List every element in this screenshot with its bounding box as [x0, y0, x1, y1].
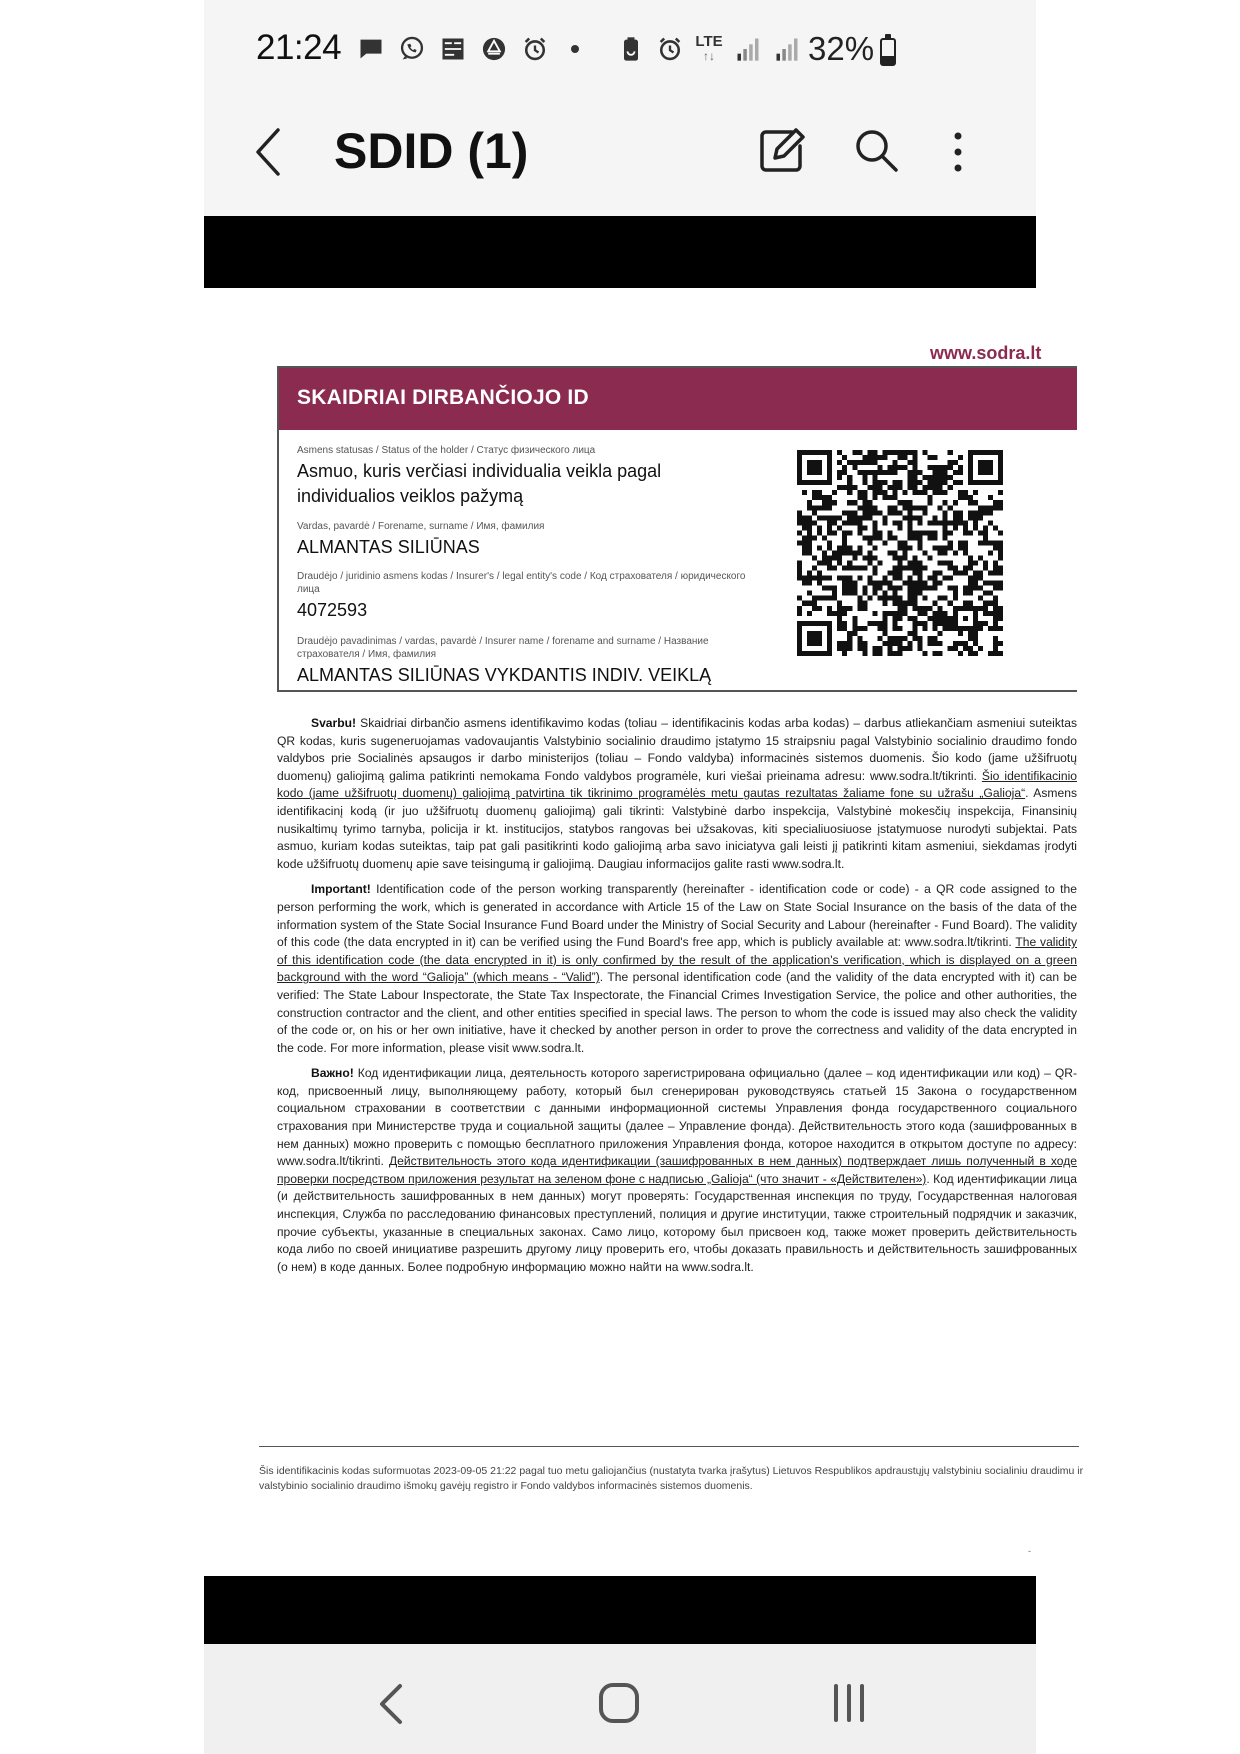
edit-icon — [756, 124, 808, 176]
navigation-bar — [204, 1644, 1036, 1754]
field-label: Draudėjo pavadinimas / vardas, pavardė / Insurer name / forename and surname / Название страхователя / Имя, фамилия — [297, 636, 709, 660]
more-vert-icon — [948, 128, 968, 176]
battery-level — [882, 56, 894, 64]
pdf-page[interactable] — [204, 288, 1084, 1576]
field-value: 4072593 — [297, 600, 368, 620]
field-insurer-name — [297, 635, 747, 688]
id-card — [277, 366, 1077, 692]
nav-home-icon — [598, 1682, 640, 1724]
edit-button[interactable] — [756, 124, 808, 176]
app-bar — [204, 100, 1036, 216]
more-options-button[interactable] — [948, 128, 968, 176]
phone-screen — [204, 0, 1084, 1754]
message-icon — [356, 34, 386, 64]
viewer-bottom-band — [204, 1576, 1036, 1644]
news-icon — [438, 34, 468, 64]
qr-code — [797, 450, 1003, 656]
nav-home-button[interactable] — [598, 1682, 640, 1724]
notice-paragraph-lt: Svarbu! Skaidriai dirbančio asmens identifikavimo kodas (toliau – identifikacinis kodas arba kodas) – darbus atliekančiam asmeniui suteiktas QR kodas, kuris sugeneruojamas vadovaujantis Valstybinio socialinio draudimo įstatymo 15 straipsniu pagal Valstybinio socialinio draudimo fondo valdybos prie Socialinės apsaugos ir darbo ministerijos (toliau – Fondo valdyba) informacinės sistemos duomenis. Šio kodo (jame užšifruotų duomenų) galiojimą galima patikrinti nemokama Fondo valdybos programėle, kuri viešai prieinama adresu: www.sodra.lt/tikrinti. Šio identifikacinio kodo (jame užšifruotų duomenų) galiojimą patvirtina tik tikrinimo programėlės metu gautas rezultatas žaliame fone su užrašu „Galioja“. Asmens identifikacinį kodą (ir juo užšifruotų duomenų galiojimą) gali tikrinti: Valstybinė darbo inspekcija, Valstybinė mokesčių inspekcija, Finansinių nusikaltimų tyrimo tarnyba, policija ir kt. institucijos, statybos rangovas bei užsakovas, kiti specialiuosiuose įstatymuose nurodyti subjektai. Pats asmuo, kuriam kodas suteiktas, taip pat gali pasitikrinti kodo galiojimą arba savo iniciatyva gali leisti jį patikrinti kitam asmeniui, siekdamas įrodyti kode užšifruotų duomenų apie save teisingumą ir galiojimą. Daugiau informacijos galite rasti www.sodra.lt. — [277, 716, 1077, 871]
battery-percent: 32% — [808, 30, 875, 67]
field-value: Asmuo, kuris verčiasi individualia veikla pagal individualios veiklos pažymą — [297, 461, 662, 506]
alarm-icon — [655, 34, 685, 64]
status-time: 21:24 — [256, 28, 342, 67]
battery-saver-icon — [616, 34, 646, 64]
signal-icon — [772, 34, 802, 64]
back-button[interactable] — [246, 124, 294, 180]
nav-recents-button[interactable] — [830, 1682, 868, 1724]
nav-back-icon — [372, 1680, 412, 1728]
field-value: ALMANTAS SILIŪNAS — [297, 537, 480, 557]
battery-icon — [880, 38, 896, 66]
viewer-top-band — [204, 216, 1036, 288]
nav-recents-icon — [830, 1682, 868, 1724]
footer-note: Šis identifikacinis kodas suformuotas 2023-09-05 21:22 pagal tuo metu galiojančius (nustatyta tvarka įrašytus) Lietuvos Respublikos apdraustųjų valstybiniu socialiniu draudimu ir valstybinio socialinio draudimo išmokų gavėjų registro ir Fondo valdybos informacinės sistemos duomenis. — [259, 1465, 1084, 1492]
viber-icon — [397, 34, 427, 64]
notice-text — [277, 715, 1077, 1284]
app-icon — [479, 34, 509, 64]
alarm-icon — [520, 34, 550, 64]
lte-icon: LTE ↑↓ — [695, 33, 723, 63]
document-title: SDID (1) — [334, 123, 529, 179]
notice-paragraph-ru: Важно! Код идентификации лица, деятельность которого зарегистрирована официально (далее – код идентификации или код) – QR-код, присвоенный лицу, выполняющему работу, который был сгенерирован руководствуясь статьей 15 Закона о государственном социальном страховании в соответствии с данными информационной системы Управления фонда государственного социального страхования при Министерстве труда и социальной защиты (далее – Управление фонда). Действительность этого кода (зашифрованных в нем данных) можно проверить с помощью бесплатного приложения Управления фонда, которое находится в открытом доступе по адресу: www.sodra.lt/tikrinti. Действительность этого кода идентификации (зашифрованных в нем данных) подтверждает лишь полученный в ходе проверки посредством приложения результат на зеленом фоне с надписью „Galioja“ (что значит - «Действителен»). Код идентификации лица (и действительность зашифрованных в нем данных) могут проверять: Государственная инспекция по труду, Государственная налоговая инспекция, Служба по расследованию финансовых преступлений, полиция и другие институции, также строительный подрядчик и заказчик, прочие субъекты, указанные в специальных законах. Само лицо, которому был присвоен код, также может проверить действительность кода либо по своей инициативе разрешить другому лицу проверить его, чтобы доказать правильность и действительность зашифрованных (о нем) в коде данных. Более подробную информацию можно найти на www.sodra.lt. — [277, 1066, 1077, 1274]
back-icon — [246, 124, 294, 180]
field-name — [297, 520, 747, 560]
field-insurer-code — [297, 570, 747, 623]
field-label: Asmens statusas / Status of the holder / Статус физического лица — [297, 445, 596, 456]
search-icon — [852, 126, 900, 174]
site-url: www.sodra.lt — [930, 343, 1042, 363]
search-button[interactable] — [852, 126, 900, 174]
footer-divider — [259, 1446, 1079, 1447]
card-title: SKAIDRIAI DIRBANČIOJO ID — [297, 386, 589, 409]
system-icons — [616, 34, 802, 64]
card-header — [279, 368, 1077, 430]
more-notifications-dot — [571, 45, 579, 53]
nav-back-button[interactable] — [372, 1680, 412, 1728]
status-bar — [204, 0, 1036, 100]
field-status — [297, 444, 747, 509]
field-label: Vardas, pavardė / Forename, surname / Имя, фамилия — [297, 521, 545, 532]
page-mark: - — [1028, 1546, 1031, 1556]
notification-icons — [356, 34, 589, 64]
notice-paragraph-en: Important! Identification code of the person working transparently (hereinafter - identification code or code) - a QR code assigned to the person performing the work, which is generated in accordance with Article 15 of the Law on State Social Insurance on the basis of the data of the information system of the State Social Insurance Fund Board under the Ministry of Social Security and Labour (hereinafter - Fund Board). The validity of this code (the data encrypted in it) can be verified using the Fund Board's free app, which is publicly available at: www.sodra.lt/tikrinti. The validity of this identification code (the data encrypted in it) is only confirmed by the result of the application's verification, which is displayed on a green background with the word “Galioja” (which means - “Valid”). The personal identification code (and the validity of the data encrypted with it) can be verified: The State Labour Inspectorate, the State Tax Inspectorate, the Financial Crimes Investigation Service, the police and other authorities, the construction contractor and the client, and other entities specified in special laws. The person to whom the code is issued may also check the validity of the code or, on his or her own initiative, have it checked by another person in order to prove the correctness and validity of the data encrypted in the code. For more information, please visit www.sodra.lt. — [277, 882, 1078, 1055]
field-value: ALMANTAS SILIŪNAS VYKDANTIS INDIV. VEIKLĄ — [297, 665, 712, 685]
signal-icon — [733, 34, 763, 64]
field-label: Draudėjo / juridinio asmens kodas / Insurer's / legal entity's code / Код страхователя / юридического лица — [297, 571, 746, 595]
